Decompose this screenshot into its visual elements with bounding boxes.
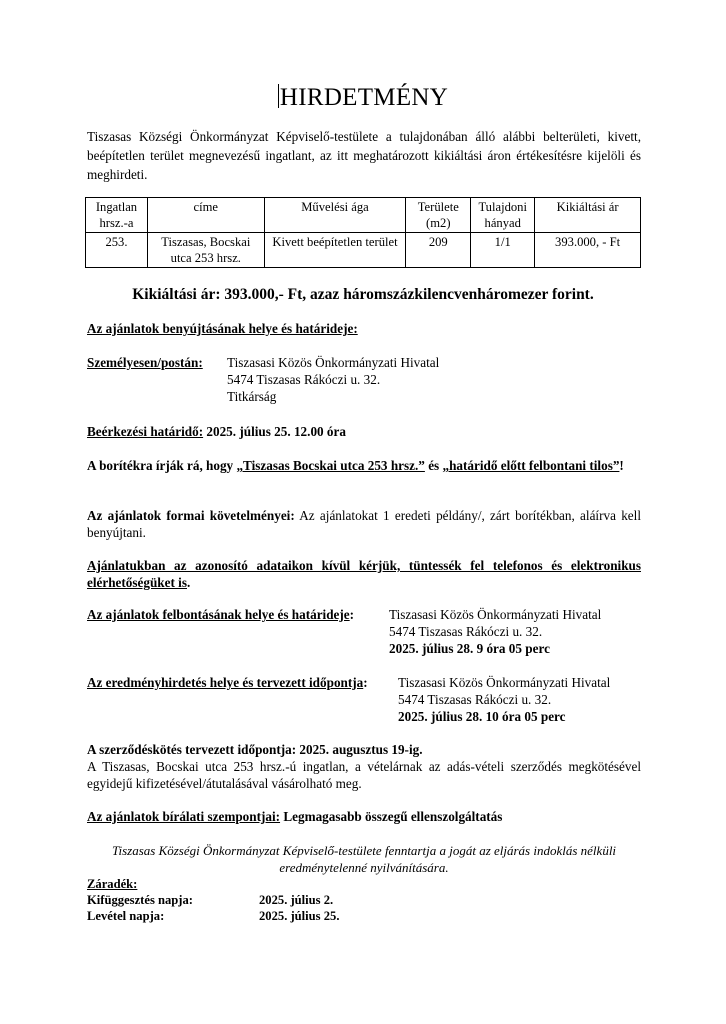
submission-heading: Az ajánlatok benyújtásának helye és határideje: bbox=[87, 321, 358, 336]
envelope-quote-address: „Tiszasas Bocskai utca 253 hrsz.” bbox=[236, 458, 425, 473]
table-cell: Tiszasas, Bocskai utca 253 hrsz. bbox=[147, 233, 264, 268]
table-header-cell: Kikiáltási ár bbox=[535, 198, 641, 233]
envelope-quote-warning: „határidő előtt felbontani tilos” bbox=[442, 458, 620, 473]
table-header-cell: Ingatlan hrsz.-a bbox=[86, 198, 148, 233]
submission-label: Személyesen/postán: bbox=[87, 355, 203, 370]
opening-label: Az ajánlatok felbontásának helye és határideje bbox=[87, 607, 350, 622]
address-line: 5474 Tiszasas Rákóczi u. 32. bbox=[389, 624, 543, 639]
address-line: Tiszasasi Közös Önkormányzati Hivatal bbox=[398, 675, 611, 690]
deadline-value: 2025. július 25. 12.00 óra bbox=[203, 424, 346, 439]
table-cell: 393.000, - Ft bbox=[535, 233, 641, 268]
contact-note: Ajánlatukban az azonosító adataikon kívül kérjük, tüntessék fel telefonos és elektronikus elérhetőségüket is. bbox=[87, 558, 641, 590]
clause-heading: Záradék: bbox=[87, 877, 138, 891]
table-header-row bbox=[86, 198, 641, 233]
reservation-note: Tiszasas Községi Önkormányzat Képviselő-testülete fenntartja a jogát az eljárás indoklás nélküli eredménytelenné nyilvánítására. bbox=[111, 843, 617, 875]
address-line: Titkárság bbox=[227, 389, 277, 404]
deadline-label: Beérkezési határidő: bbox=[87, 424, 204, 439]
table-header-cell: címe bbox=[147, 198, 264, 233]
table-cell: 253. bbox=[86, 233, 148, 268]
table-row bbox=[86, 233, 641, 268]
results-label: Az eredményhirdetés helye és tervezett időpontja bbox=[87, 675, 364, 690]
address-line: Tiszasasi Közös Önkormányzati Hivatal bbox=[389, 607, 602, 622]
posted-date-row bbox=[87, 892, 487, 908]
table-header-cell: Területe (m2) bbox=[406, 198, 471, 233]
criteria-label: Az ajánlatok bírálati szempontjai: bbox=[87, 809, 281, 824]
opening-date: 2025. július 28. 9 óra 05 perc bbox=[389, 641, 550, 656]
formal-requirements bbox=[87, 507, 641, 541]
table-cell: 1/1 bbox=[471, 233, 535, 268]
table-cell: Kivett beépítetlen terület bbox=[264, 233, 406, 268]
submission-address-block bbox=[87, 354, 641, 406]
intro-paragraph: Tiszasas Községi Önkormányzat Képviselő-testülete a tulajdonában álló alábbi belterületi, kivett, beépítetlen terület megnevezésű ingatlant, az itt meghatározott kikiáltási áron értékesítésre kijelöli és meghirdeti. bbox=[87, 129, 641, 182]
address-line: 5474 Tiszasas Rákóczi u. 32. bbox=[227, 372, 381, 387]
formal-label: Az ajánlatok formai követelményei: bbox=[87, 508, 295, 523]
contract-text: A Tiszasas, Bocskai utca 253 hrsz.-ú ingatlan, a vételárnak az adás-vételi szerződés megkötésével egyidejű kifizetésével/átutalásával vásárolható meg. bbox=[87, 759, 641, 791]
deadline-line bbox=[87, 423, 641, 440]
address-line: 5474 Tiszasas Rákóczi u. 32. bbox=[398, 692, 552, 707]
contract-heading: A szerződéskötés tervezett időpontja: 2025. augusztus 19-ig. bbox=[87, 742, 423, 757]
property-table bbox=[85, 197, 641, 268]
posted-value: 2025. július 2. bbox=[259, 893, 334, 907]
results-address bbox=[398, 674, 610, 725]
table-header-cell: Művelési ága bbox=[264, 198, 406, 233]
criteria-value: Legmagasabb összegű ellenszolgáltatás bbox=[280, 809, 503, 824]
text-cursor bbox=[278, 84, 279, 108]
address-line: Tiszasasi Közös Önkormányzati Hivatal bbox=[227, 355, 440, 370]
criteria-line bbox=[87, 808, 641, 825]
opening-address bbox=[389, 606, 601, 657]
table-cell: 209 bbox=[406, 233, 471, 268]
submission-address bbox=[227, 354, 439, 405]
opening-block: Az ajánlatok felbontásának helye és határideje: Tiszasasi Közös Önkormányzati Hivatal 5474 Tiszasas Rákóczi u. 32. 2025. július 28. 9 óra 05 perc bbox=[87, 607, 602, 656]
removed-label: Levétel napja: bbox=[87, 909, 165, 923]
formal-text: Az ajánlatokat 1 eredeti példány/, zárt borítékban, aláírva kell benyújtani. bbox=[87, 508, 641, 540]
posted-label: Kifüggesztés napja: bbox=[87, 893, 193, 907]
envelope-instruction: A borítékra írják rá, hogy „Tiszasas Bocskai utca 253 hrsz.” és „határidő előtt felbontani tilos”! bbox=[87, 458, 624, 473]
results-date: 2025. július 28. 10 óra 05 perc bbox=[398, 709, 566, 724]
removed-date-row bbox=[87, 908, 487, 924]
asking-price-line: Kikiáltási ár: 393.000,- Ft, azaz háromszázkilencvenháromezer forint. bbox=[132, 286, 594, 303]
table-header-cell: Tulajdoni hányad bbox=[471, 198, 535, 233]
removed-value: 2025. július 25. bbox=[259, 909, 340, 923]
results-block: Az eredményhirdetés helye és tervezett időpontja: Tiszasasi Közös Önkormányzati Hivatal 5474 Tiszasas Rákóczi u. 32. 2025. július 28. 10 óra 05 perc bbox=[87, 675, 611, 724]
notice-title: HIRDETMÉNY bbox=[279, 84, 449, 111]
